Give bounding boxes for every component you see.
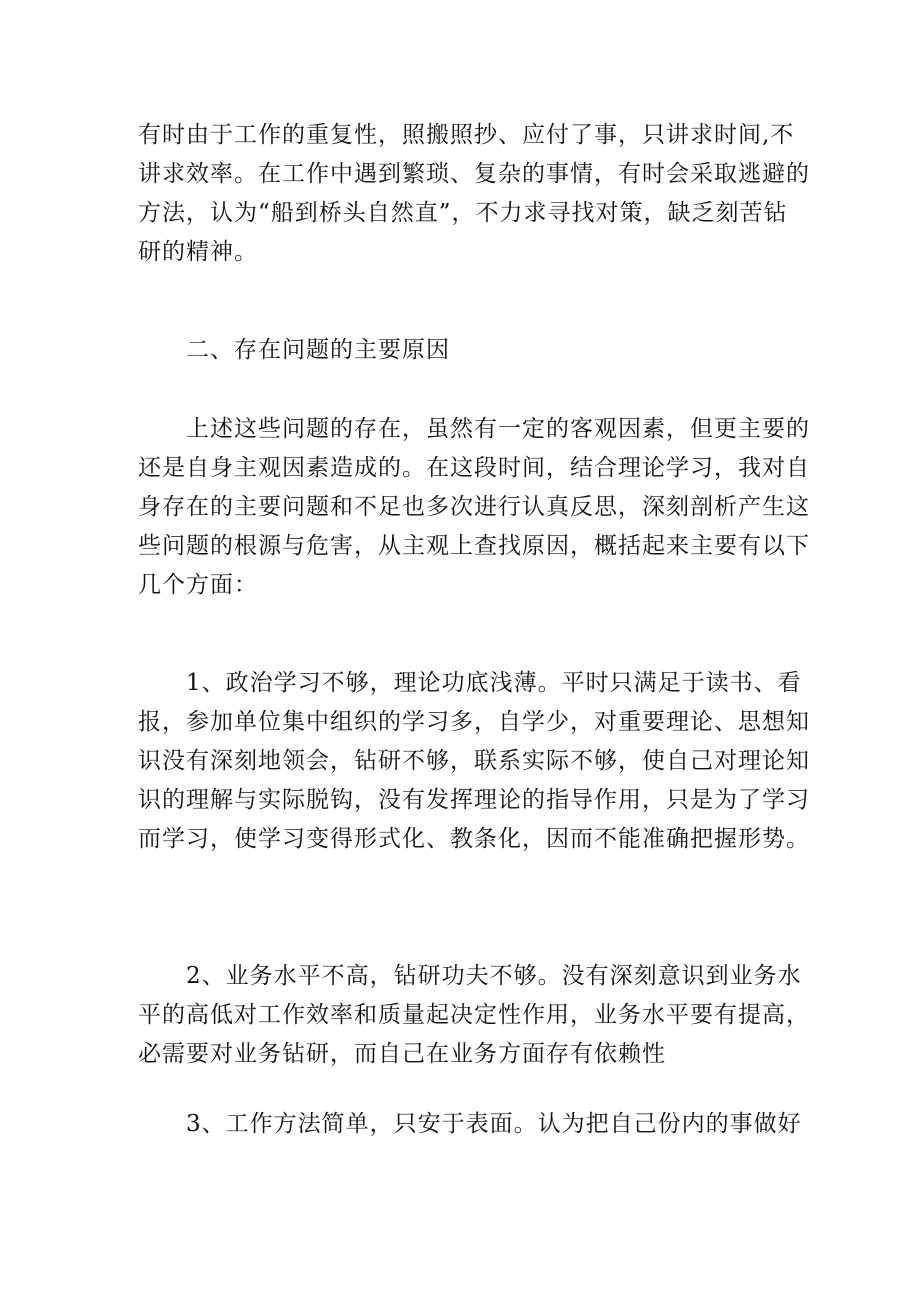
text-line: 3、工作方法简单，只安于表面。认为把自己份内的事做好 xyxy=(186,1111,802,1137)
text-line: 平的高低对工作效率和质量起决定性作用，业务水平要有提高， xyxy=(138,1002,810,1028)
paragraph-work-method xyxy=(138,1105,802,1144)
text-line: 上述这些问题的存在，虽然有一定的客观因素，但更主要的 xyxy=(186,416,810,442)
text-line: 而学习，使学习变得形式化、教条化，因而不能准确把握形势。 xyxy=(138,826,810,852)
text-line: 研的精神。 xyxy=(138,239,258,265)
text-line: 还是自身主观因素造成的。在这段时间，结合理论学习，我对自 xyxy=(138,455,810,481)
paragraph-business-level xyxy=(138,957,810,1074)
section-heading-text: 二、存在问题的主要原因 xyxy=(186,337,450,363)
paragraph-work-efficiency xyxy=(138,116,810,272)
text-line: 报，参加单位集中组织的学习多，自学少，对重要理论、思想知 xyxy=(138,709,810,735)
text-line: 1、政治学习不够，理论功底浅薄。平时只满足于读书、看 xyxy=(186,670,802,696)
text-line: 必需要对业务钻研，而自己在业务方面存有依赖性 xyxy=(138,1041,666,1067)
text-line: 识的理解与实际脱钩，没有发挥理论的指导作用，只是为了学习 xyxy=(138,787,810,813)
text-line: 几个方面： xyxy=(138,572,258,598)
text-line: 有时由于工作的重复性，照搬照抄、应付了事，只讲求时间,不 xyxy=(138,122,795,148)
paragraph-political-study xyxy=(138,664,810,859)
text-line: 讲求效率。在工作中遇到繁琐、复杂的事情，有时会采取逃避的 xyxy=(138,161,810,187)
text-line: 识没有深刻地领会，钻研不够，联系实际不够，使自己对理论知 xyxy=(138,748,810,774)
text-line: 2、业务水平不高，钻研功夫不够。没有深刻意识到业务水 xyxy=(186,963,802,989)
text-line: 些问题的根源与危害，从主观上查找原因，概括起来主要有以下 xyxy=(138,533,810,559)
text-line: 身存在的主要问题和不足也多次进行认真反思，深刻剖析产生这 xyxy=(138,494,810,520)
section-heading xyxy=(138,331,798,370)
paragraph-main-causes-intro xyxy=(138,410,810,605)
text-line: 方法，认为“船到桥头自然直”，不力求寻找对策，缺乏刻苦钻 xyxy=(138,200,788,226)
